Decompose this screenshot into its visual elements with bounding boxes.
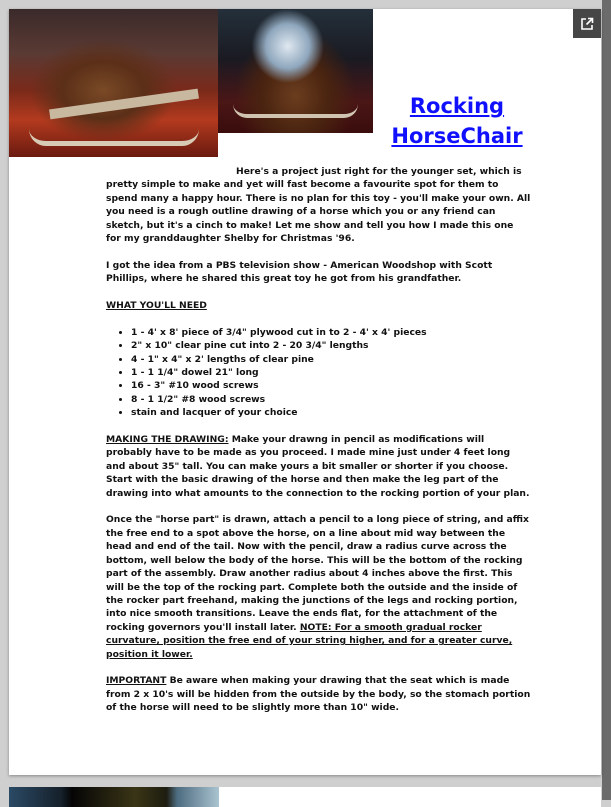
drawing-heading: MAKING THE DRAWING: xyxy=(106,434,229,446)
list-item: • 8 - 1 1/2" #8 wood screws xyxy=(131,393,531,406)
next-document-page xyxy=(9,787,601,807)
photo-next-page xyxy=(9,787,219,807)
photo-child-on-rocking-horse xyxy=(218,9,373,133)
list-item: • 1 - 4' x 8' piece of 3/4" plywood cut in to 2 - 4' x 4' pieces xyxy=(131,326,531,339)
title-link-line1[interactable]: Rocking xyxy=(409,94,505,118)
list-item: • stain and lacquer of your choice xyxy=(131,406,531,419)
popout-button[interactable] xyxy=(573,9,601,38)
list-item: • 2" x 10" clear pine cut into 2 - 20 3/4" lengths xyxy=(131,339,531,352)
article-body xyxy=(106,165,531,728)
photo-rocking-horse xyxy=(9,9,218,157)
idea-paragraph: I got the idea from a PBS television show - American Woodshop with Scott Phillips, where he shared this great toy he got from his grandfather. xyxy=(106,259,493,285)
external-link-icon xyxy=(580,17,594,31)
drawing-paragraph xyxy=(106,433,531,500)
important-heading: IMPORTANT xyxy=(106,675,167,687)
horse-part-paragraph xyxy=(106,513,531,660)
note-text: NOTE: For a smooth gradual rocker curvature, position the free end of your string higher, and for a greater curve, position it lower. xyxy=(106,621,513,660)
document-page xyxy=(9,9,601,775)
important-text: Be aware when making your drawing that the seat which is made from 2 x 10's will be hidden from the outside by the body, so the stomach portion of the horse will need to be slightly more than 10" wide. xyxy=(106,675,531,714)
scrollbar[interactable] xyxy=(602,0,611,800)
page-title xyxy=(381,91,533,151)
title-link-line2[interactable]: HorseChair xyxy=(391,124,523,148)
drawing-text: Make your drawng in pencil as modifications will probably have to be made as you proceed. I made mine just under 4 feet long and about 35" tall. You can make yours a bit smaller or shorter if you choose. Start with the basic drawing of the horse and then make the leg part of the drawing into what amounts to the connection to the rocking portion of your plan. xyxy=(106,434,530,499)
horse-part-text: Once the "horse part" is drawn, attach a pencil to a long piece of string, and affix the free end to a spot above the horse, on a line about mid way between the head and end of the tail. Now with the pencil, draw a radius curve across the bottom, well below the body of the horse. This will be the bottom of the rocking part of the assembly. Draw another radius about 4 inches above the first. This will be the top of the rocking part. Complete both the outside and the inside of the rocker part freehand, making the junctions of the legs and rocking portion, into nice smooth transitions. Leave the ends flat, for the attachment of the rocking governors you'll install later. xyxy=(106,514,529,633)
needs-heading: WHAT YOU'LL NEED xyxy=(106,300,207,312)
materials-list xyxy=(106,326,531,420)
important-paragraph xyxy=(106,674,531,714)
list-item: • 4 - 1" x 4" x 2' lengths of clear pine xyxy=(131,353,531,366)
list-item: • 16 - 3" #10 wood screws xyxy=(131,379,531,392)
intro-paragraph: Here's a project just right for the younger set, which is pretty simple to make and yet will fast become a favourite spot for them to spend many a happy hour. There is no plan for this toy - you'll make your own. All you need is a rough outline drawing of a horse which you or any friend can sketch, but it's a cinch to make! Let me show and tell you how I made this one for my granddaughter Shelby for Christmas '96. xyxy=(106,166,531,245)
list-item: • 1 - 1 1/4" dowel 21" long xyxy=(131,366,531,379)
